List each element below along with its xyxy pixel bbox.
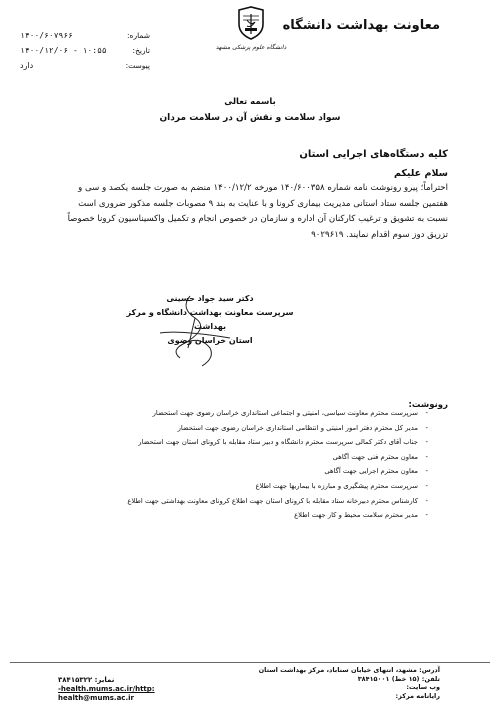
letter-number-label: شماره: [127, 31, 150, 40]
university-subtitle: دانشگاه علوم پزشکی مشهد [215, 44, 287, 51]
cc-item: معاون محترم فنی جهت آگاهی - [58, 450, 418, 465]
salutation: سلام علیکم [393, 168, 448, 179]
cc-item: سرپرست محترم معاونت سیاسی، امنیتی و اجتماعی استانداری خراسان رضوی جهت استحضار - [58, 406, 418, 421]
signature-block [110, 292, 310, 348]
attachment-value: دارد [20, 61, 34, 70]
footer-divider [10, 662, 490, 663]
cc-item: جناب آقای دکتر کمالی سرپرست محترم دانشگاه و دبیر ستاد مقابله با کرونای استان جهت استحضار - [58, 435, 418, 450]
body-line: نسبت به تشویق و ترغیب کارکنان آن اداره و سازمان در خصوص انجام و تکمیل واکسیناسیون کرونا خصوصاً [67, 214, 448, 224]
cc-item: مدیر کل محترم دفتر امور امنیتی و انتظامی استانداری خراسان رضوی جهت استحضار - [58, 421, 418, 436]
footer-links [58, 676, 178, 703]
body-line: احتراماً؛ پیرو رونوشت نامه شماره ۱۴۰/۶۰۰۳۵۸ مورخه ۱۴۰۰/۱۲/۲ منضم به صورت جلسه یکصد و سی و [78, 183, 448, 193]
footer-fax: نمابر: ۳۸۴۱۵۳۲۲ [58, 676, 115, 684]
cc-label: رونوشت: [408, 400, 448, 410]
letter-body [48, 181, 448, 243]
footer-address: آدرس: مشهد، انتهای خیابان سناباد، مرکز بهداشت استان [258, 666, 440, 674]
cc-list [58, 406, 418, 523]
cc-item: معاون محترم اجرایی جهت آگاهی - [58, 464, 418, 479]
letter-date-label: تاریخ: [132, 46, 150, 55]
attachment-label: پیوست: [125, 61, 150, 70]
footer-phone: تلفن: (۱۵ خط) ۳۸۴۱۵۰۰۱ [357, 674, 440, 683]
basmala: باسمه تعالی [224, 97, 276, 107]
body-line: هفتمین جلسه ستاد استانی مدیریت بیماری کرونا و با عنایت به بند ۹ مصوبات جلسه مذکور ضروری است [78, 198, 448, 209]
footer-website-label: وب سایت: [406, 683, 440, 691]
letter-number-value: ۱۴۰۰/۶۰۷۹۶۶ [20, 31, 73, 40]
footer-contact [240, 666, 440, 700]
letter-date-value: ۱۴۰۰/۱۲/۰۶ - ۱۰:۵۵ [20, 46, 107, 55]
org-title: معاونت بهداشت دانشگاه [282, 18, 440, 33]
addressee: کلیه دستگاه‌های اجرایی استان [299, 149, 448, 160]
footer-website-link[interactable]: -health.mums.ac.ir/http: [58, 685, 155, 693]
signer-region: استان خراسان رضوی [167, 336, 253, 345]
footer-email-label: رایانامه مرکز: [395, 691, 440, 700]
body-line: تزریق دوز سوم اقدام نمایند. ۹۰۲۹۶۱۹ [311, 229, 448, 240]
letter-date-row [20, 46, 150, 58]
attachment-row [20, 61, 150, 73]
year-slogan: سواد سلامت و نقش آن در سلامت مردان [159, 113, 341, 123]
signer-name: دکتر سید جواد حسینی [166, 294, 254, 303]
letter-number-row [20, 31, 150, 43]
university-logo-icon [236, 6, 266, 40]
signer-title: سرپرست معاونت بهداشت دانشگاه و مرکز بهداشت [126, 308, 294, 331]
cc-item: کارشناس محترم دبیرخانه ستاد مقابله با کرونای استان جهت اطلاع کرونای معاونت بهداشتی جهت اطلاع - [58, 494, 418, 509]
footer-email-link[interactable]: health@mums.ac.ir [58, 694, 134, 702]
cc-item: مدیر محترم سلامت محیط و کار جهت اطلاع - [58, 508, 418, 523]
cc-item: سرپرست محترم پیشگیری و مبارزه با بیماریها جهت اطلاع - [58, 479, 418, 494]
